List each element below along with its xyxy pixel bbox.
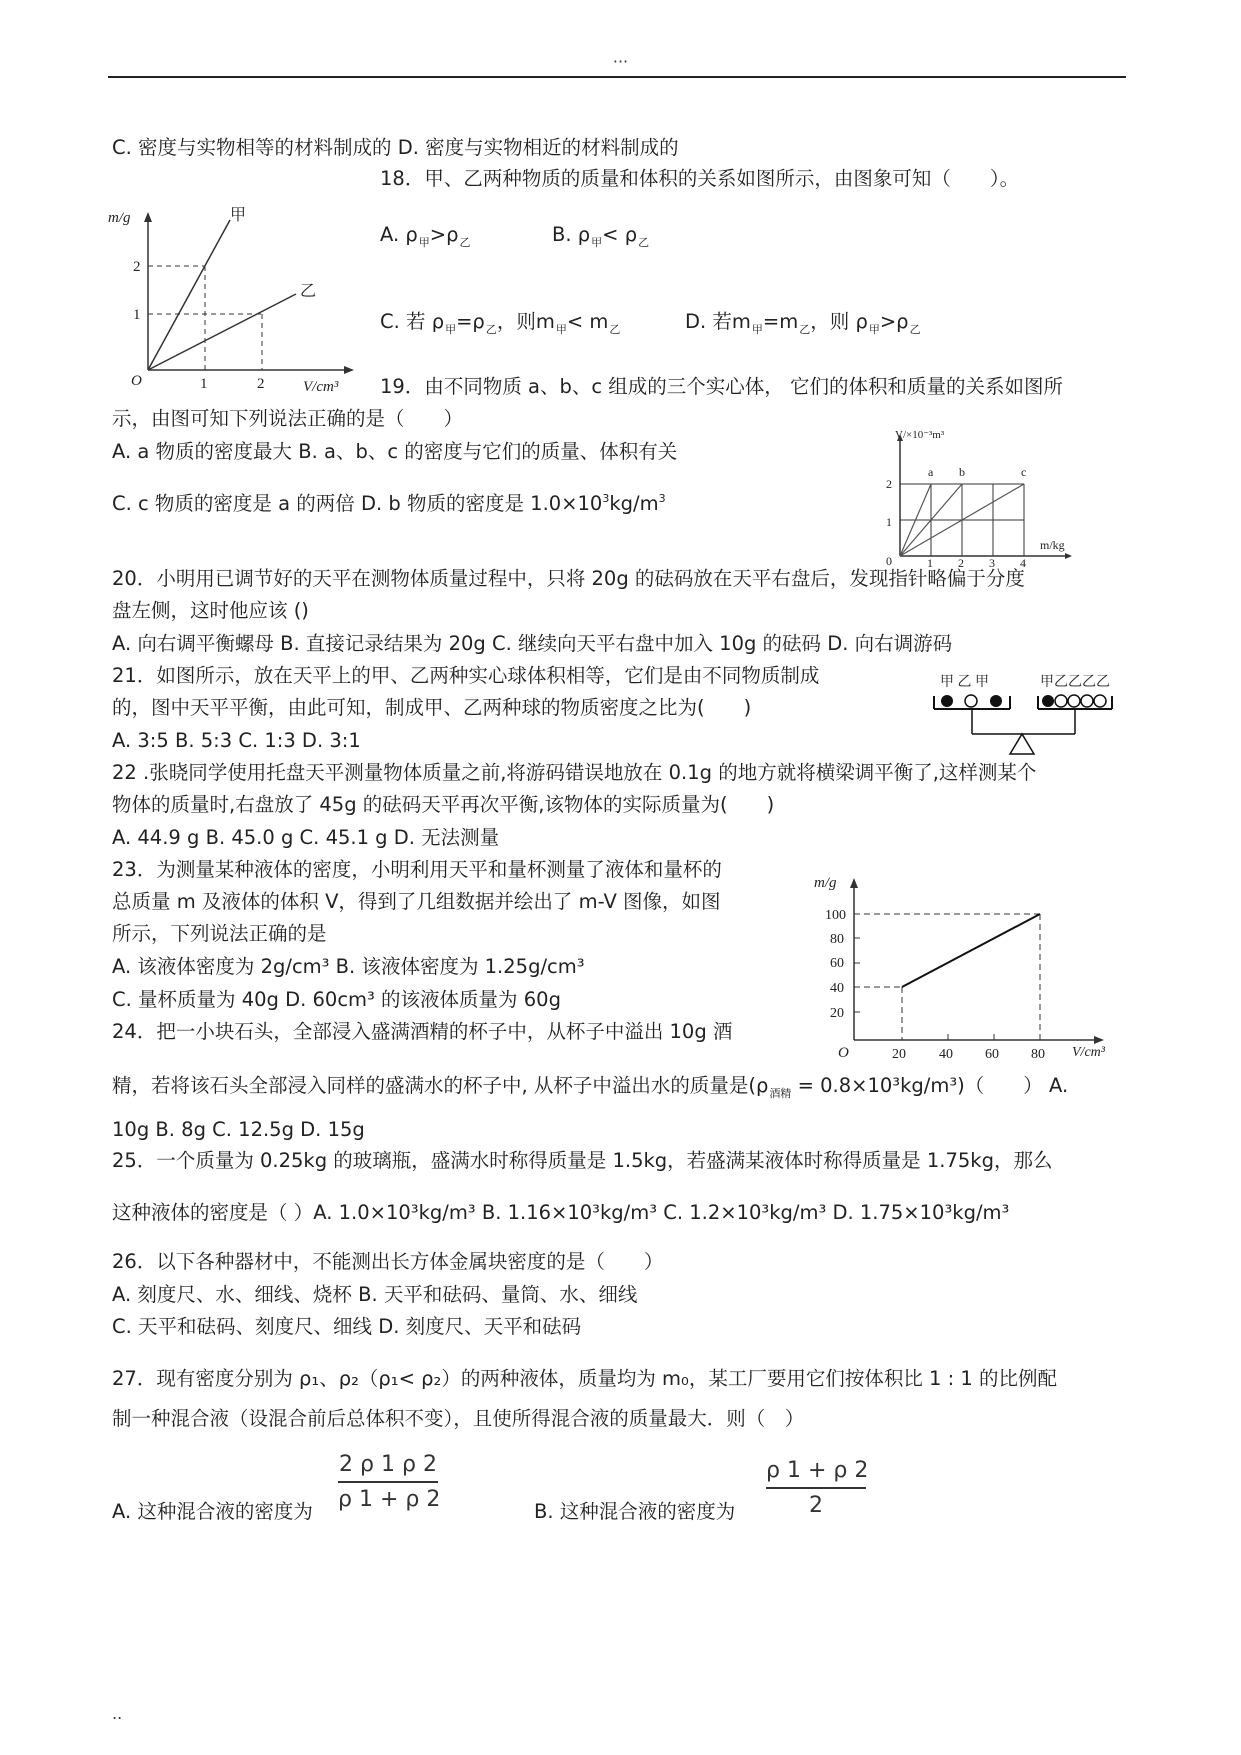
fig19-label-c: c xyxy=(1021,465,1027,479)
q24-stem-1: 24．把一小块石头，全部浸入盛满酒精的杯子中，从杯子中溢出 10g 酒 xyxy=(112,1020,733,1043)
fig23-x-arrow xyxy=(1094,1036,1104,1044)
fig23-chart xyxy=(800,870,1125,1065)
fig18-line-yi xyxy=(148,294,296,370)
q22-options: A. 44.9 g B. 45.0 g C. 45.1 g D. 无法测量 xyxy=(112,826,500,849)
fig19-x-arrow xyxy=(1065,553,1072,559)
fig18-ytick-2: 2 xyxy=(133,259,141,275)
q22-stem-1: 22 .张晓同学使用托盘天平测量物体质量之前,将游码错误地放在 0.1g 的地方就将横梁调平衡了,这样测某个 xyxy=(112,761,1037,784)
q21-stem-1: 21．如图所示，放在天平上的甲、乙两种实心球体积相等，它们是由不同物质制成 xyxy=(112,664,820,687)
fig21-ball-yi-3 xyxy=(1068,695,1080,707)
fig23-ticks xyxy=(854,914,994,1040)
fraction-a-bar xyxy=(338,1481,438,1483)
fig21-ball-yi-2 xyxy=(1055,695,1067,707)
fraction-b-denominator: 2 xyxy=(809,1493,823,1518)
fig19-ylabel: V/×10⁻³m³ xyxy=(895,429,945,441)
fraction-a-numerator: 2 ρ 1 ρ 2 xyxy=(339,1452,437,1477)
fig23-xtick-60: 60 xyxy=(985,1047,999,1062)
q23-stem-1: 23．为测量某种液体的密度，小明利用天平和量杯测量了液体和量杯的 xyxy=(112,858,722,881)
q20-options: A. 向右调平衡螺母 B. 直接记录结果为 20g C. 继续向天平右盘中加入 10g 的砝码 D. 向右调游码 xyxy=(112,632,953,655)
fig19-chart xyxy=(868,426,1083,568)
q19-stem-2: 示，由图可知下列说法正确的是（ ） xyxy=(112,407,464,430)
fig23-xtick-80: 80 xyxy=(1031,1047,1045,1062)
q24-stem-2: 精，若将该石头全部浸入同样的盛满水的杯子中, 从杯子中溢出水的质量是$(\rho_{酒精} = 0.8\times 10^3kg/m^3)$（ ） A. xyxy=(112,1074,1069,1100)
fig23-ytick-20: 20 xyxy=(830,1006,844,1021)
q19-stem-1: 19．由不同物质 a、b、c 组成的三个实心体， 它们的体积和质量的关系如图所 xyxy=(380,375,1063,398)
fig21-ball-yi-4 xyxy=(1081,695,1093,707)
fig21-balance-diagram xyxy=(930,672,1130,772)
q20-stem-1: 20．小明用已调节好的天平在测物体质量过程中，只将 20g 的砝码放在天平右盘后，发现指针略偏于分度 xyxy=(112,567,1025,590)
q18-option-a: A. $\rho_甲>\rho_乙$ xyxy=(380,223,471,249)
fig21-fulcrum xyxy=(1010,734,1034,754)
q26-options-ab: A. 刻度尺、水、细线、烧杯 B. 天平和砝码、量筒、水、细线 xyxy=(112,1283,638,1306)
fig18-line-jia xyxy=(148,220,230,370)
q25-stem-1: 25．一个质量为 0.25kg 的玻璃瓶，盛满水时称得质量是 1.5kg，若盛满某液体时称得质量是 1.75kg，那么 xyxy=(112,1149,1053,1172)
fig21-ball-jia-3 xyxy=(1042,695,1054,707)
fig23-xtick-20: 20 xyxy=(892,1047,906,1062)
fig18-xtick-2: 2 xyxy=(257,376,265,392)
q23-options-cd: C. 量杯质量为 40g D. 60cm³ 的该液体质量为 60g xyxy=(112,988,561,1011)
fig21-right-labels: 甲乙乙乙乙 xyxy=(1040,675,1110,690)
fig18-label-yi: 乙 xyxy=(300,283,317,300)
q19-options-cd: C. c 物质的密度是 a 的两倍 D. b 物质的密度是 $1.0\times 10^3kg/m^3$ xyxy=(112,492,666,515)
fig23-ytick-80: 80 xyxy=(830,932,844,947)
q19-options-ab: A. a 物质的密度最大 B. a、b、c 的密度与它们的质量、体积有关 xyxy=(112,440,678,463)
fig19-label-b: b xyxy=(959,465,965,479)
fig23-y-arrow xyxy=(850,878,858,888)
q18-option-b: B. $\rho_甲< \rho_乙$ xyxy=(552,223,650,249)
header-rule xyxy=(108,76,1126,78)
q23-options-ab: A. 该液体密度为 2g/cm³ B. 该液体密度为 1.25g/cm³ xyxy=(112,955,585,978)
q27-stem-1: 27．现有密度分别为 ρ₁、ρ₂（ρ₁< ρ₂）的两种液体，质量均为 m₀，某工厂要用它们按体积比 1 : 1 的比例配 xyxy=(112,1367,1058,1390)
q18-option-c: C. 若 $\rho_甲=\rho_乙$，则$m_甲< m_乙$ xyxy=(380,310,621,336)
q22-stem-2: 物体的质量时,右盘放了 45g 的砝码天平再次平衡,该物体的实际质量为( ) xyxy=(112,793,775,816)
fig19-ytick-1: 1 xyxy=(886,515,892,529)
fig19-xlabel: m/kg xyxy=(1040,538,1065,552)
fraction-b xyxy=(766,1458,869,1518)
q23-stem-2: 总质量 m 及液体的体积 V，得到了几组数据并绘出了 m-V 图像，如图 xyxy=(112,890,721,913)
fig18-ylabel: m/g xyxy=(108,210,131,226)
fig18-chart xyxy=(100,198,365,393)
fig23-ytick-60: 60 xyxy=(830,956,844,971)
q21-options: A. 3:5 B. 5:3 C. 1:3 D. 3:1 xyxy=(112,729,361,752)
q24-options: 10g B. 8g C. 12.5g D. 15g xyxy=(112,1118,365,1141)
fig21-ball-jia-2 xyxy=(990,695,1002,707)
q21-stem-2: 的，图中天平平衡，由此可知，制成甲、乙两种球的物质密度之比为( ) xyxy=(112,696,752,719)
fig18-y-arrow xyxy=(144,212,152,222)
q26-options-cd: C. 天平和砝码、刻度尺、细线 D. 刻度尺、天平和砝码 xyxy=(112,1315,582,1338)
q26-stem: 26．以下各种器材中，不能测出长方体金属块密度的是（ ） xyxy=(112,1250,664,1273)
page-footer-dots: .. xyxy=(112,1704,123,1723)
q17-options-cd: C. 密度与实物相等的材料制成的 D. 密度与实物相近的材料制成的 xyxy=(112,136,679,159)
q25-stem-2: 这种液体的密度是（ ）A. 1.0×10³kg/m³ B. 1.16×10³kg/m³ C. 1.2×10³kg/m³ D. 1.75×10³kg/m³ xyxy=(112,1201,1010,1224)
fig23-xtick-40: 40 xyxy=(939,1047,953,1062)
fig23-ytick-40: 40 xyxy=(830,981,844,996)
fig18-xlabel: V/cm³ xyxy=(303,379,339,393)
fig23-ytick-100: 100 xyxy=(825,908,846,923)
page-header-dots: ··· xyxy=(612,52,629,71)
fig18-x-arrow xyxy=(344,366,354,374)
q27-option-a: A. 这种混合液的密度为 xyxy=(112,1500,313,1523)
fig23-data-line xyxy=(902,914,1040,987)
fig19-xtick-4: 4 xyxy=(1020,556,1026,568)
fig23-ylabel: m/g xyxy=(814,875,837,891)
fig19-ytick-2: 2 xyxy=(886,477,892,491)
fraction-b-bar xyxy=(766,1487,866,1489)
fraction-a-denominator: ρ 1 + ρ 2 xyxy=(338,1487,441,1512)
fig23-xlabel: V/cm³ xyxy=(1072,1045,1105,1060)
fig23-origin: O xyxy=(838,1045,849,1061)
fig19-origin: 0 xyxy=(886,554,892,568)
q18-stem: 18．甲、乙两种物质的质量和体积的关系如图所示，由图象可知（ ）。 xyxy=(380,167,1020,190)
fig21-ball-jia-1 xyxy=(941,695,953,707)
fig19-label-a: a xyxy=(928,465,934,479)
fig21-ball-yi-5 xyxy=(1094,695,1106,707)
fig18-origin: O xyxy=(131,373,142,389)
q23-stem-3: 所示，下列说法正确的是 xyxy=(112,922,327,945)
fig19-xtick-3: 3 xyxy=(989,556,995,568)
q27-option-b: B. 这种混合液的密度为 xyxy=(534,1500,736,1523)
q18-option-d: D. 若$m_甲=m_乙$，则 $\rho_甲>\rho_乙$ xyxy=(685,310,921,336)
fig21-left-labels: 甲 乙 甲 xyxy=(940,675,989,690)
fig19-xtick-2: 2 xyxy=(958,556,964,568)
fig21-ball-yi-1 xyxy=(965,695,977,707)
fraction-b-numerator: ρ 1 + ρ 2 xyxy=(766,1458,869,1483)
fig18-label-jia: 甲 xyxy=(230,207,247,224)
fig18-xtick-1: 1 xyxy=(200,376,208,392)
fig19-xtick-1: 1 xyxy=(927,556,933,568)
q20-stem-2: 盘左侧，这时他应该 () xyxy=(112,599,309,622)
q27-stem-2: 制一种混合液（设混合前后总体积不变），且使所得混合液的质量最大．则（ ） xyxy=(112,1407,805,1430)
fig18-ytick-1: 1 xyxy=(133,307,141,323)
fraction-a xyxy=(338,1452,441,1512)
